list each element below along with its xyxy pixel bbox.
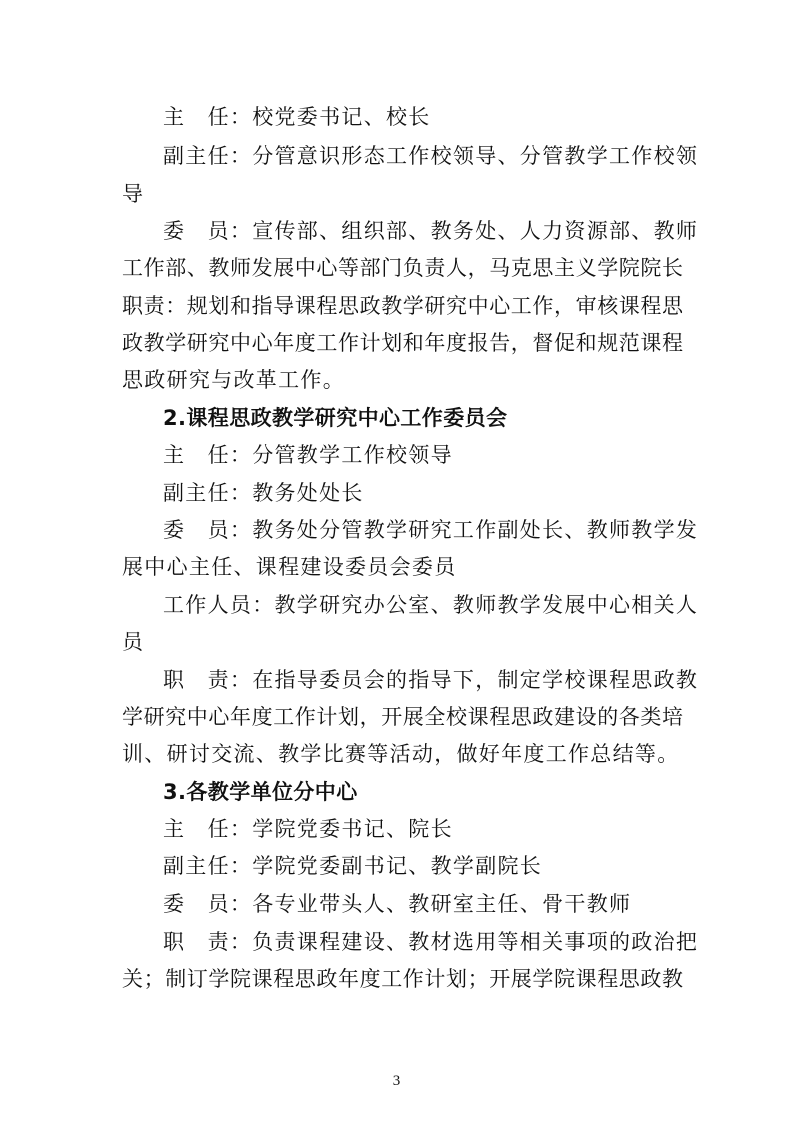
section-heading-2: 2.课程思政教学研究中心工作委员会 (163, 406, 508, 430)
committee-members-line-cont: 展中心主任、课程建设委员会委员 (122, 555, 457, 579)
leader-members-line-cont: 工作部、教师发展中心等部门负责人，马克思主义学院院长 (122, 256, 684, 280)
leader-director-line: 主 任：校党委书记、校长 (163, 105, 431, 129)
unit-members-line: 委 员：各专业带头人、教研室主任、骨干教师 (163, 892, 632, 916)
leader-members-line: 委 员：宣传部、组织部、教务处、人力资源部、教师 (163, 219, 699, 243)
unit-duty-line: 职 责：负责课程建设、教材选用等相关事项的政治把 (163, 930, 699, 954)
committee-deputy-line: 副主任：教务处处长 (163, 481, 364, 505)
leader-deputy-line-cont: 导 (122, 182, 145, 206)
leader-duty-line-3: 思政研究与改革工作。 (122, 368, 345, 392)
section-heading-3: 3.各教学单位分中心 (163, 780, 358, 804)
unit-deputy-line: 副主任：学院党委副书记、教学副院长 (163, 854, 543, 878)
committee-staff-line-cont: 员 (122, 630, 145, 654)
committee-members-line: 委 员：教务处分管教学研究工作副处长、教师教学发 (163, 518, 699, 542)
committee-duty-line: 职 责：在指导委员会的指导下，制定学校课程思政教 (163, 668, 699, 692)
page-number: 3 (392, 1073, 401, 1089)
leader-deputy-line: 副主任：分管意识形态工作校领导、分管教学工作校领 (163, 144, 699, 168)
unit-duty-line-2: 关；制订学院课程思政年度工作计划；开展学院课程思政教 (122, 967, 684, 991)
committee-duty-line-2: 学研究中心年度工作计划，开展全校课程思政建设的各类培 (122, 705, 684, 729)
committee-director-line: 主 任：分管教学工作校领导 (163, 443, 453, 467)
committee-staff-line: 工作人员：教学研究办公室、教师教学发展中心相关人 (163, 593, 699, 617)
leader-duty-line-2: 政教学研究中心年度工作计划和年度报告，督促和规范课程 (122, 331, 684, 355)
unit-director-line: 主 任：学院党委书记、院长 (163, 817, 453, 841)
leader-duty-line: 职责：规划和指导课程思政教学研究中心工作，审核课程思 (122, 294, 684, 318)
committee-duty-line-3: 训、研讨交流、教学比赛等活动，做好年度工作总结等。 (122, 742, 680, 766)
